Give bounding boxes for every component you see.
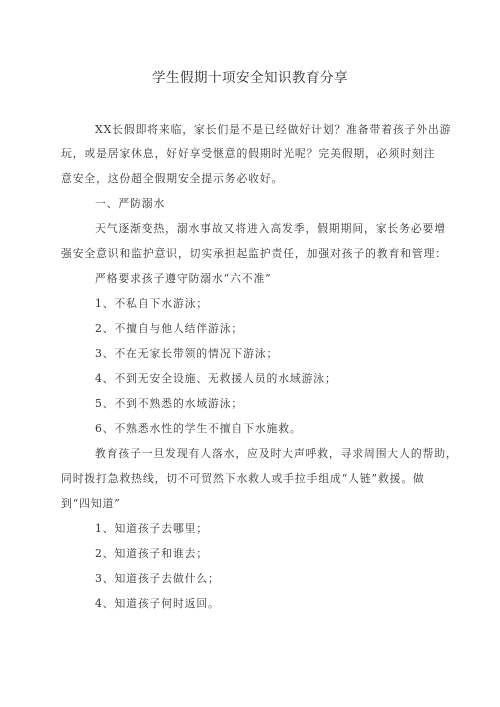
paragraph-line: 同时拨打急救热线，切不可贸然下水救人或手拉手组成“人链”救援。做 [61, 472, 425, 485]
document-title: 学生假期十项安全知识教育分享 [152, 70, 348, 86]
list-item: 1、不私自下水游泳； [95, 297, 209, 310]
list-item: 6、不熟悉水性的学生不擅自下水施救。 [95, 422, 302, 435]
paragraph-line: 到“四知道” [61, 497, 121, 510]
paragraph-line: 强安全意识和监护意识，切实承担起监护责任，加强对孩子的教育和管理： [61, 247, 447, 260]
paragraph-line: 严格要求孩子遵守防溺水“六不准” [95, 272, 272, 285]
list-item: 4、知道孩子何时返回。 [95, 597, 220, 610]
paragraph-line: 玩，或是居家休息，好好享受惬意的假期时光呢？完美假期，必须时刻注 [61, 147, 436, 160]
list-item: 2、不擅自与他人结伴游泳； [95, 322, 244, 335]
list-item: 2、知道孩子和谁去； [95, 547, 209, 560]
list-item: 3、不在无家长带领的情况下游泳； [95, 347, 279, 360]
section-heading: 一、严防溺水 [95, 197, 166, 210]
list-item: 1、知道孩子去哪里； [95, 522, 209, 535]
paragraph-line: 天气逐渐变热，溺水事故又将进入高发季，假期期间，家长务必要增 [95, 222, 446, 235]
list-item: 3、知道孩子去做什么； [95, 572, 220, 585]
paragraph-line: 教育孩子一旦发现有人落水，应及时大声呼救，寻求周围大人的帮助， [95, 447, 458, 460]
list-item: 5、不到不熟悉的水域游泳； [95, 397, 244, 410]
list-item: 4、不到无安全设施、无救援人员的水域游泳； [95, 372, 337, 385]
paragraph-line: 意安全，这份超全假期安全提示务必收好。 [61, 172, 284, 185]
paragraph-line: XX长假即将来临，家长们是不是已经做好计划？准备带着孩子外出游 [95, 123, 452, 136]
